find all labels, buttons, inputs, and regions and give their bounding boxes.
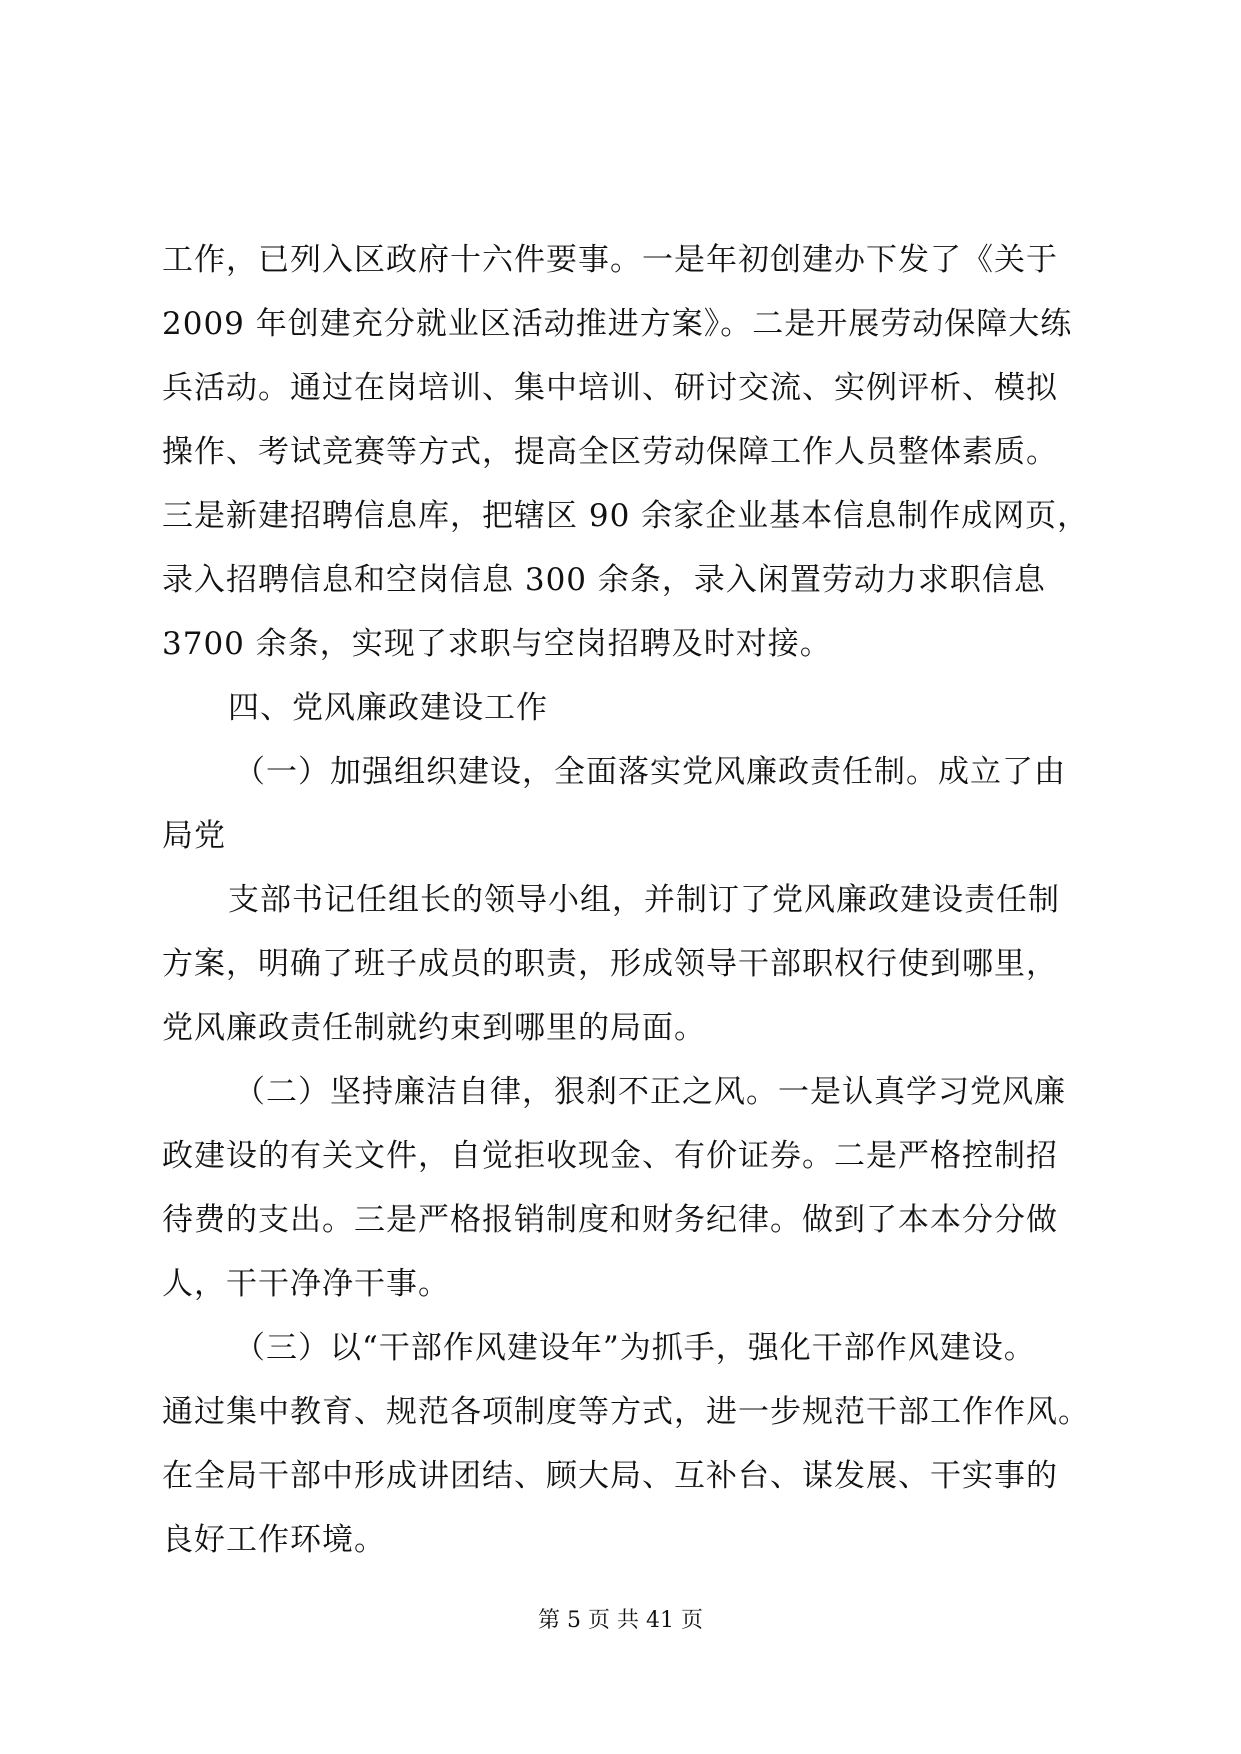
text-line: 良好工作环境。 [162, 1522, 386, 1558]
text-line: （一）加强组织建设，全面落实党风廉政责任制。成立了由 [234, 754, 1066, 790]
page-number-footer: 第 5 页 共 41 页 [538, 1608, 703, 1633]
text-line: 兵活动。通过在岗培训、集中培训、研讨交流、实例评析、模拟 [162, 370, 1058, 406]
text-line: （三）以“干部作风建设年”为抓手，强化干部作风建设。 [234, 1330, 1036, 1366]
text-line: 待费的支出。三是严格报销制度和财务纪律。做到了本本分分做 [162, 1202, 1058, 1238]
text-line: 操作、考试竞赛等方式，提高全区劳动保障工作人员整体素质。 [162, 434, 1058, 470]
text-line: 局党 [162, 818, 226, 854]
text-line: （二）坚持廉洁自律，狠刹不正之风。一是认真学习党风廉 [234, 1074, 1066, 1110]
text-line: 人，干干净净干事。 [162, 1266, 450, 1302]
text-line: 2009 年创建充分就业区活动推进方案》。二是开展劳动保障大练 [162, 306, 1073, 342]
text-line: 通过集中教育、规范各项制度等方式，进一步规范干部工作作风。 [162, 1394, 1090, 1430]
text-line: 三是新建招聘信息库，把辖区 90 余家企业基本信息制作成网页， [162, 498, 1090, 534]
text-line: 录入招聘信息和空岗信息 300 余条，录入闲置劳动力求职信息 [162, 562, 1046, 598]
text-line: 3700 余条，实现了求职与空岗招聘及时对接。 [162, 626, 832, 662]
text-line: 支部书记任组长的领导小组，并制订了党风廉政建设责任制 [228, 882, 1060, 918]
section-heading: 四、党风廉政建设工作 [228, 690, 548, 726]
document-body [162, 228, 1092, 1572]
text-line: 在全局干部中形成讲团结、顾大局、互补台、谋发展、干实事的 [162, 1458, 1058, 1494]
text-line: 政建设的有关文件，自觉拒收现金、有价证券。二是严格控制招 [162, 1138, 1058, 1174]
text-line: 工作，已列入区政府十六件要事。一是年初创建办下发了《关于 [162, 242, 1058, 278]
text-line: 方案，明确了班子成员的职责，形成领导干部职权行使到哪里， [162, 946, 1058, 982]
text-line: 党风廉政责任制就约束到哪里的局面。 [162, 1010, 706, 1046]
